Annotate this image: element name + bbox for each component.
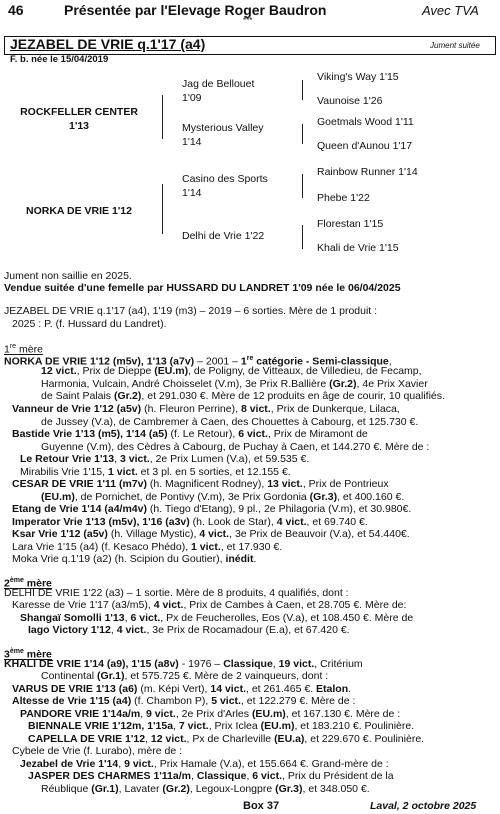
- produce-entry: Bastide Vrie 1'13 (m5), 1'14 (a5) (f. Le Retour), 6 vict., Prix de Miramont de: [12, 428, 368, 440]
- produce-entry-cont: (EU.m), de Pornichet, de Pontivy (V.m), 3e Prix Gordonia (Gr.3), et 400.160 €.: [41, 491, 405, 503]
- produce-entry: CESAR DE VRIE 1'11 (m7v) (h. Magnificent Rodney), 13 vict., Prix de Pontrieux: [12, 478, 389, 490]
- ancestor-g3: Vaunoise 1'26: [317, 95, 383, 107]
- produce-entry: Vanneur de Vrie 1'12 (a5v) (h. Fleuron Perrine), 8 vict., Prix de Dunkerque, Lilaca,: [12, 403, 400, 415]
- third-dam-line: KHALI DE VRIE 1'14 (a9), 1'15 (a8v) - 1976 – Classique, 19 vict., Critérium: [4, 658, 363, 670]
- dam-dam-name: Delhi de Vrie 1'22: [182, 230, 265, 242]
- produce-entry: Le Retour Vrie 1'13, 3 vict., 2e Prix Lumen (V.a), et 59.535 €.: [20, 453, 310, 465]
- dam-sire-record: 1'14: [182, 187, 202, 199]
- ancestor-g3: Phebe 1'22: [317, 192, 370, 204]
- pedigree-bracket: [302, 80, 309, 100]
- lot-name: JEZABEL DE VRIE q.1'17 (a4): [10, 36, 206, 52]
- tva-note: Avec TVA: [422, 3, 479, 18]
- produce-entry: Jezabel de Vrie 1'14, 9 vict., Prix Hamale (V.a), et 155.664 €. Grand-mère de :: [20, 758, 389, 770]
- produce-entry: Altesse de Vrie 1'15 (a4) (f. Chambon P), 5 vict., et 122.279 €. Mère de :: [12, 695, 356, 707]
- produce-entry: Cybele de Vrie (f. Lurabo), mère de :: [12, 745, 183, 757]
- page-number: 46: [8, 2, 24, 18]
- ancestor-g3: Goetmals Wood 1'11: [317, 116, 414, 128]
- produce-entry: PANDORE VRIE 1'14a/m, 9 vict., 2e Prix d'Arles (EU.m), et 167.130 €. Mère de :: [20, 708, 401, 720]
- first-dam-line: NORKA DE VRIE 1'12 (m5v), 1'13 (a7v) – 2001 – 1re catégorie - Semi-classique,: [4, 355, 392, 368]
- ancestor-g3: Queen d'Aunou 1'17: [317, 140, 413, 152]
- produce-entry: JASPER DES CHARMES 1'11a/m, Classique, 6 vict., Prix du Président de la: [28, 770, 394, 782]
- ancestor-g3: Florestan 1'15: [317, 218, 384, 230]
- pedigree-bracket: [302, 174, 309, 198]
- third-dam-line: Continental (Gr.1), et 575.725 €. Mère de 2 vainqueurs, dont :: [41, 670, 329, 682]
- lot-birth: F. b. née le 15/04/2019: [10, 54, 109, 65]
- first-dam-line: de Saint Palais (Gr.2), et 291.030 €. Mère de 12 produits en âge de courir, 10 qualifiés.: [41, 390, 445, 402]
- page-title: Présentée par l'Elevage Roger Baudron: [64, 2, 327, 18]
- not-served-note: Jument non saillie en 2025.: [4, 270, 132, 282]
- produce-entry: Mirabilis Vrie 1'15, 1 vict. et 3 pl. en 5 sorties, et 12.155 €.: [20, 466, 291, 478]
- produce-entry: Karesse de Vrie 1'17 (a3/m5), 4 vict., Prix de Cambes à Caen, et 28.705 €. Mère de:: [12, 599, 407, 611]
- box-number: Box 37: [243, 800, 280, 812]
- produce-entry: Imperator Vrie 1'13 (m5v), 1'16 (a3v) (h. Look de Star), 4 vict., et 69.740 €.: [12, 516, 368, 528]
- ancestor-g3: Khali de Vrie 1'15: [317, 242, 399, 254]
- produce-entry: BIENNALE VRIE 1'12m, 1'15a, 7 vict., Prix Iclea (EU.m), et 183.210 €. Poulinière.: [28, 720, 415, 732]
- pedigree-bracket: [162, 184, 169, 234]
- sire-dam-name: Mysterious Valley: [182, 122, 264, 134]
- produce-entry: Lara Vrie 1'15 (a4) (f. Kesaco Phédo), 1 vict., et 17.930 €.: [12, 541, 283, 553]
- sire-dam-record: 1'14: [182, 136, 202, 148]
- sire-record: 1'13: [68, 120, 89, 132]
- produce-entry: VARUS DE VRIE 1'13 (a6) (m. Képi Vert), 14 vict., et 261.465 €. Etalon.: [12, 683, 352, 695]
- dam-name: NORKA DE VRIE 1'12: [26, 205, 132, 217]
- third-dam-heading: 3ème mère: [4, 648, 52, 661]
- produce-entry: Ksar Vrie 1'12 (a5v) (h. Village Mystic), 4 vict., 3e Prix de Beauvoir (V.a), et 54.440€.: [12, 528, 410, 540]
- produce-line: JEZABEL DE VRIE q.1'17 (a4), 1'19 (m3) – 2019 – 6 sorties. Mère de 1 produit :: [4, 305, 378, 317]
- lot-status: Jument suitée: [430, 41, 480, 50]
- ancestor-g3: Rainbow Runner 1'14: [317, 166, 418, 178]
- first-dam-line: 12 vict., Prix de Dieppe (EU.m), de Poligny, de Vitteaux, de Villedieu, de Fecamp,: [41, 365, 422, 377]
- ancestor-g3: Viking's Way 1'15: [317, 71, 399, 83]
- produce-entry: Iago Victory 1'12, 4 vict., 3e Prix de Rocamadour (E.a), et 67.420 €.: [28, 624, 350, 636]
- sold-with-note: Vendue suitée d'une femelle par HUSSARD DU LANDRET 1'09 née le 06/04/2025: [4, 282, 401, 294]
- pedigree-bracket: [162, 95, 169, 139]
- produce-entry-cont: Réublique (Gr.1), Lavater (Gr.2), Legoux-Longpre (Gr.3), et 348.050 €.: [41, 783, 370, 795]
- pedigree-bracket: [302, 225, 309, 249]
- first-dam-line: Harmonia, Vulcain, André Choisselet (V.m), 3e Prix R.Ballière (Gr.2), 4e Prix Xavier: [41, 378, 428, 390]
- produce-entry: Shangaï Somolli 1'13, 6 vict., Px de Feucherolles, Eos (V.a), et 108.450 €. Mère de: [20, 612, 414, 624]
- produce-entry-cont: de Jussey (V.a), de Cambremer à Caen, des Chouettes à Cabourg, et 125.730 €.: [41, 416, 419, 428]
- sale-date: Laval, 2 octobre 2025: [370, 800, 477, 812]
- produce-entry-cont: Guyenne (V.m), des Cèdres à Cabourg, de Puchay à Caen, et 144.270 €. Mère de :: [41, 441, 430, 453]
- first-dam-heading: 1re mère: [4, 343, 43, 356]
- sire-sire-name: Jag de Bellouet: [182, 78, 255, 90]
- sire-sire-record: 1'09: [182, 92, 202, 104]
- produce-line: 2025 : P. (f. Hussard du Landret).: [12, 318, 167, 330]
- sire-name: ROCKFELLER CENTER: [20, 106, 138, 118]
- produce-entry: Moka Vrie q.1'19 (a2) (h. Scipion du Goutier), inédit.: [12, 553, 257, 565]
- produce-entry: CAPELLA DE VRIE 1'12, 12 vict., Px de Charleville (EU.a), et 229.670 €. Poulinière.: [28, 733, 425, 745]
- produce-entry: Etang de Vrie 1'14 (a4/m4v) (h. Tiego d'Etang), 9 pl., 2e Philagoria (V.m), et 30.980€.: [12, 503, 412, 515]
- second-dam-line: DELHI DE VRIE 1'22 (a3) – 1 sortie. Mère de 8 produits, 4 qualifiés, dont :: [4, 587, 349, 599]
- dam-sire-name: Casino des Sports: [182, 173, 268, 185]
- stars-decoration: ***: [243, 16, 253, 25]
- pedigree-bracket: [302, 124, 309, 144]
- second-dam-heading: 2ème mère: [4, 577, 52, 590]
